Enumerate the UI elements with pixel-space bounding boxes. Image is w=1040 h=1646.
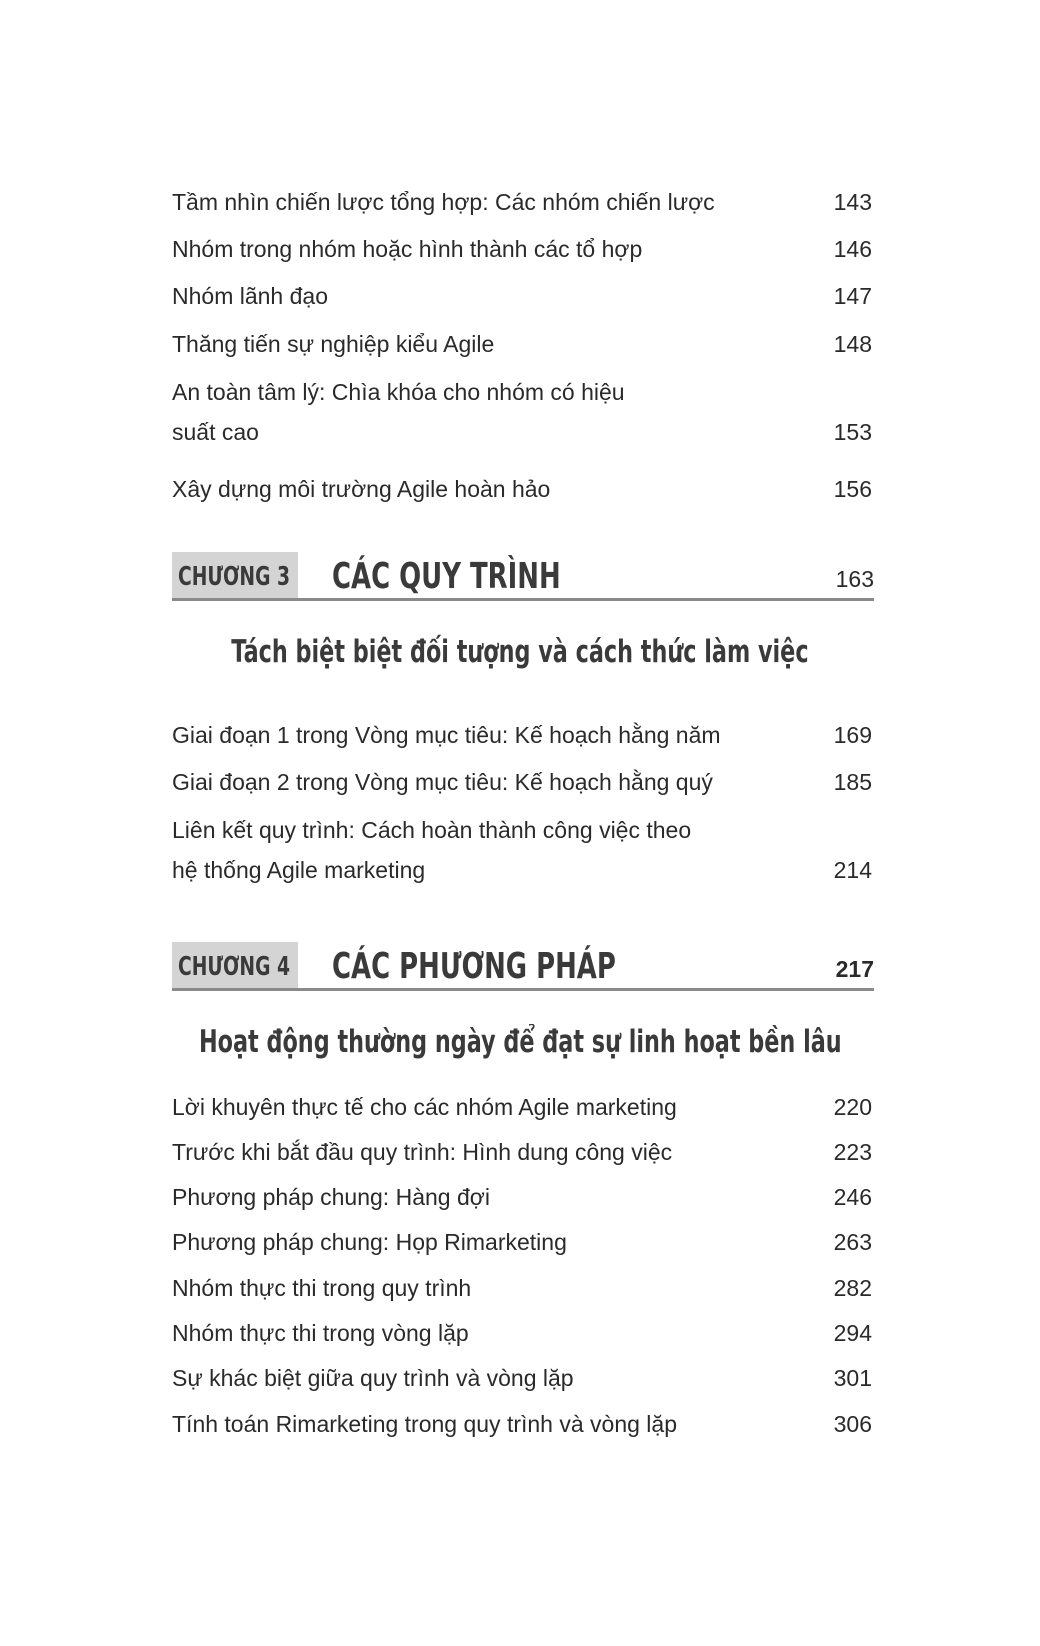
entry-page: 220 [833, 1094, 872, 1120]
entry-page: 185 [833, 769, 872, 795]
chapter-4-header [172, 942, 874, 991]
entry-title-continued: hệ thống Agile marketing [172, 857, 426, 883]
entry-page: 282 [833, 1275, 872, 1301]
entry-page: 143 [833, 189, 872, 215]
entry-page: 246 [833, 1184, 872, 1210]
entry-page: 263 [833, 1229, 872, 1255]
entry-title: An toàn tâm lý: Chìa khóa cho nhóm có hiệu [172, 379, 625, 405]
entry-title: Phương pháp chung: Hàng đợi [172, 1184, 490, 1210]
entry-title: Trước khi bắt đầu quy trình: Hình dung công việc [172, 1139, 673, 1165]
entry-title: Lời khuyên thực tế cho các nhóm Agile marketing [172, 1094, 677, 1120]
chapter-page: 163 [835, 566, 874, 592]
chapter-3-header [172, 552, 874, 601]
chapter-title: CÁC PHƯƠNG PHÁP [332, 946, 616, 987]
chapter-4-subtitle [0, 1024, 1040, 1060]
chapter-page: 217 [835, 956, 874, 982]
entry-title: Nhóm thực thi trong vòng lặp [172, 1320, 469, 1346]
entry-page: 156 [833, 476, 872, 502]
entry-title-continued: suất cao [172, 419, 259, 445]
subtitle-text: Tách biệt biệt đối tượng và cách thức làm việc [231, 634, 809, 670]
entry-title: Giai đoạn 2 trong Vòng mục tiêu: Kế hoạch hằng quý [172, 769, 713, 795]
entry-title: Liên kết quy trình: Cách hoàn thành công việc theo [172, 817, 692, 843]
entry-title: Nhóm trong nhóm hoặc hình thành các tổ hợp [172, 236, 643, 262]
entry-page: 169 [833, 722, 872, 748]
entry-page: 294 [833, 1320, 872, 1346]
entry-page: 148 [833, 331, 872, 357]
entry-title: Giai đoạn 1 trong Vòng mục tiêu: Kế hoạch hằng năm [172, 722, 721, 748]
entry-page: 153 [833, 419, 872, 445]
chapter-label-box [172, 552, 298, 598]
entry-page: 301 [833, 1365, 872, 1391]
chapter-label-box [172, 942, 298, 988]
entry-title: Tính toán Rimarketing trong quy trình và vòng lặp [172, 1411, 678, 1437]
chapter-title: CÁC QUY TRÌNH [332, 556, 561, 597]
subtitle-text: Hoạt động thường ngày để đạt sự linh hoạt bền lâu [198, 1024, 842, 1060]
entry-title: Thăng tiến sự nghiệp kiểu Agile [172, 331, 495, 357]
entry-title: Phương pháp chung: Họp Rimarketing [172, 1229, 567, 1255]
entry-title: Nhóm thực thi trong quy trình [172, 1275, 472, 1301]
entry-title: Sự khác biệt giữa quy trình và vòng lặp [172, 1365, 574, 1391]
entry-title: Tầm nhìn chiến lược tổng hợp: Các nhóm chiến lược [172, 189, 715, 215]
chapter-label: CHƯƠNG 4 [178, 952, 290, 982]
entry-page: 214 [833, 857, 872, 883]
entry-page: 147 [833, 283, 872, 309]
entry-title: Nhóm lãnh đạo [172, 283, 328, 309]
chapter-label: CHƯƠNG 3 [178, 562, 290, 592]
entry-page: 306 [833, 1411, 872, 1437]
entry-page: 223 [833, 1139, 872, 1165]
entry-title: Xây dựng môi trường Agile hoàn hảo [172, 476, 551, 502]
entry-page: 146 [833, 236, 872, 262]
chapter-3-subtitle [0, 634, 1040, 670]
